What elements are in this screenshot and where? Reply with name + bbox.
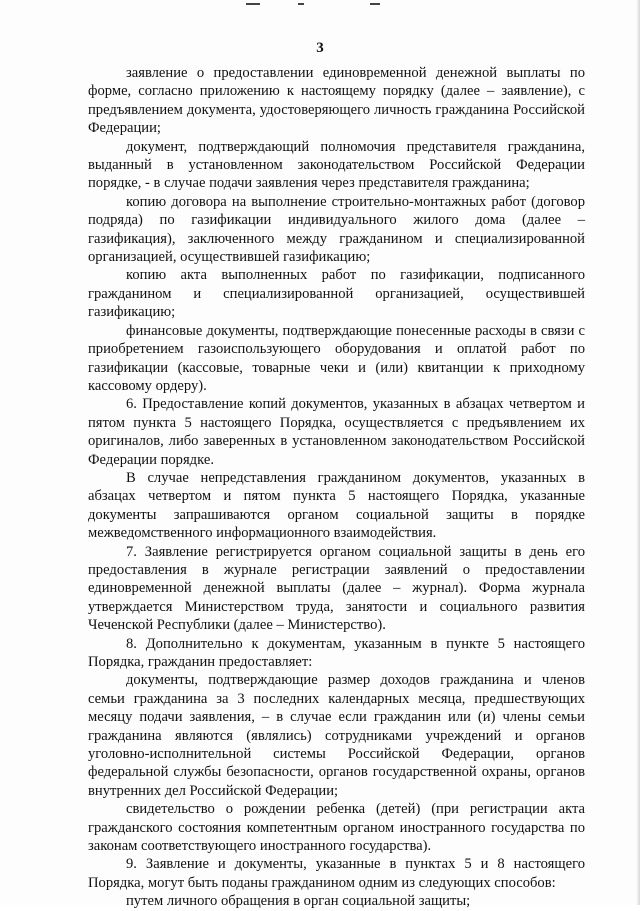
paragraph: копию акта выполненных работ по газификации, подписанного гражданином и специализированной организацией, осуществившей газификацию; bbox=[88, 267, 585, 321]
scan-artifact bbox=[246, 3, 260, 5]
paragraph: 7. Заявление регистрируется органом социальной защиты в день его предоставления в журнале регистрации заявлений о предоставлении единовременной денежной выплаты (далее – журнал). Форма журнала утверждается Министерством труда, занятости и социального развития Чеченской Республики (далее – Министерство). bbox=[88, 543, 585, 634]
paragraph: документы, подтверждающие размер доходов гражданина и членов семьи гражданина за 3 последних календарных месяца, предшествующих месяцу подачи заявления, – в случае если гражданин или (и) члены семьи гражданина являются (являлись) сотрудниками учреждений и органов уголовно-исполнительной системы Российской Федерации, органов федеральной службы безопасности, органов государственной охраны, органов внутренних дел Российской Федерации; bbox=[88, 672, 585, 799]
paragraph: копию договора на выполнение строительно-монтажных работ (договор подряда) по газификации индивидуального жилого дома (далее – газификация), заключенного между гражданином и специализированной организацией, осуществившей газификацию; bbox=[88, 193, 585, 266]
paragraph: 8. Дополнительно к документам, указанным в пункте 5 настоящего Порядка, гражданин предоставляет: bbox=[88, 635, 585, 670]
paragraph: заявление о предоставлении единовременной денежной выплаты по форме, согласно приложению к настоящему порядку (далее – заявление), с предъявлением документа, удостоверяющего личность гражданина Российской Федерации; bbox=[88, 65, 585, 137]
paragraph: финансовые документы, подтверждающие понесенные расходы в связи с приобретением газоиспользующего оборудования и оплатой работ по газификации (кассовые, товарные чеки и (или) квитанции к приходному кассовому ордеру). bbox=[88, 322, 585, 394]
scan-artifact bbox=[370, 3, 380, 5]
paragraph: свидетельство о рождении ребенка (детей) (при регистрации акта гражданского состояния компетентным органом иностранного государства по законам соответствующего иностранного государства). bbox=[88, 801, 585, 855]
paragraph: 6. Предоставление копий документов, указанных в абзацах четвертом и пятом пункта 5 настоящего Порядка, осуществляется с предъявлением их оригиналов, либо заверенных в установленном законодательством Российской Федерации порядке. bbox=[88, 396, 585, 468]
paragraph: В случае непредставления гражданином документов, указанных в абзацах четвертом и пятом пункта 5 настоящего Порядка, указанные документы запрашиваются органом социальной защиты в порядке межведомственного информационного взаимодействия. bbox=[88, 469, 585, 542]
document-body bbox=[88, 64, 585, 911]
paragraph: путем личного обращения в орган социальной защиты; bbox=[126, 893, 471, 910]
page-edge bbox=[636, 0, 640, 905]
page-number: 3 bbox=[316, 40, 324, 56]
paragraph: 9. Заявление и документы, указанные в пунктах 5 и 8 настоящего Порядка, могут быть поданы гражданином одним из следующих способов: bbox=[88, 856, 585, 891]
paragraph: документ, подтверждающий полномочия представителя гражданина, выданный в установленном законодательством Российской Федерации порядке, - в случае подачи заявления через представителя гражданина; bbox=[88, 138, 585, 192]
scan-artifact bbox=[298, 3, 304, 5]
